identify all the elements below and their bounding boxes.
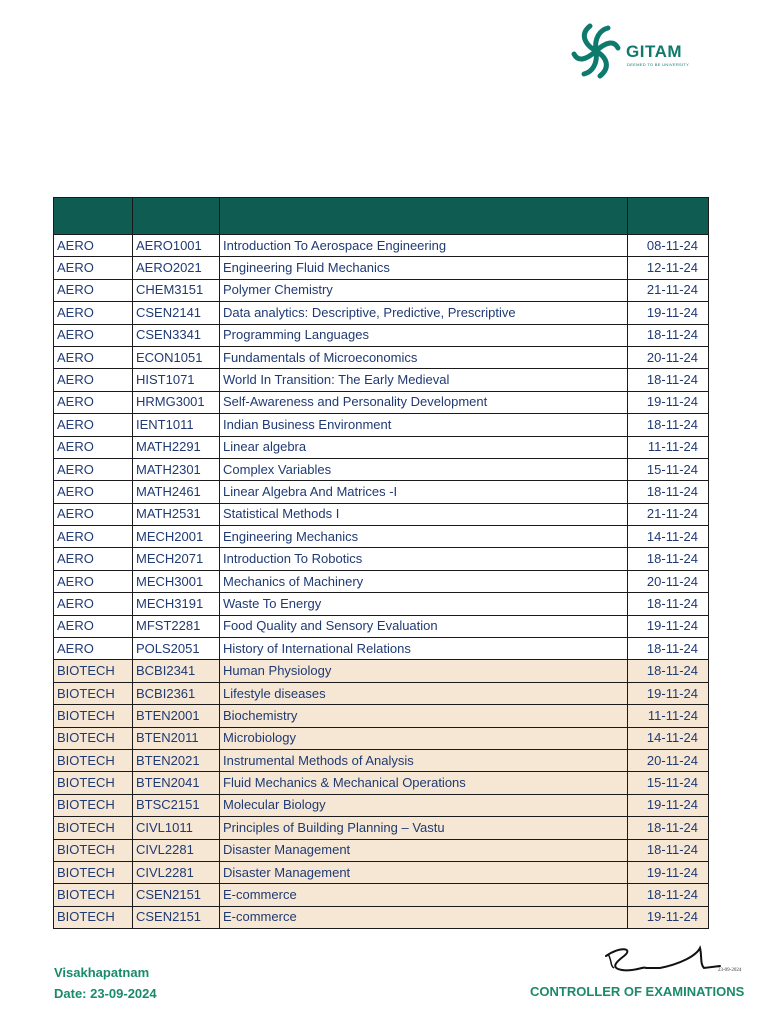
dept-cell: AERO — [54, 526, 133, 548]
course-code-cell: POLS2051 — [133, 638, 220, 660]
course-name-cell: Linear algebra — [220, 436, 628, 458]
dept-cell: AERO — [54, 458, 133, 480]
dept-cell: BIOTECH — [54, 906, 133, 928]
course-name-cell: Human Physiology — [220, 660, 628, 682]
course-name-cell: Complex Variables — [220, 458, 628, 480]
exam-date-cell: 18-11-24 — [628, 817, 709, 839]
dept-cell: BIOTECH — [54, 749, 133, 771]
table-row — [54, 570, 709, 592]
table-row — [54, 526, 709, 548]
table-row — [54, 861, 709, 883]
table-row — [54, 436, 709, 458]
course-name-cell: Self-Awareness and Personality Development — [220, 391, 628, 413]
dept-cell: AERO — [54, 369, 133, 391]
course-code-cell: MATH2461 — [133, 481, 220, 503]
exam-date-cell: 11-11-24 — [628, 705, 709, 727]
course-name-cell: Engineering Mechanics — [220, 526, 628, 548]
exam-date-cell: 18-11-24 — [628, 593, 709, 615]
course-name-cell: Statistical Methods I — [220, 503, 628, 525]
course-name-cell: World In Transition: The Early Medieval — [220, 369, 628, 391]
course-code-cell: BTEN2011 — [133, 727, 220, 749]
table-row — [54, 705, 709, 727]
course-code-cell: CHEM3151 — [133, 279, 220, 301]
course-code-cell: BTEN2001 — [133, 705, 220, 727]
dept-cell: AERO — [54, 302, 133, 324]
course-code-cell: BCBI2361 — [133, 682, 220, 704]
table-row — [54, 548, 709, 570]
course-code-cell: ECON1051 — [133, 346, 220, 368]
course-name-cell: Food Quality and Sensory Evaluation — [220, 615, 628, 637]
exam-date-cell: 14-11-24 — [628, 727, 709, 749]
exam-date-cell: 12-11-24 — [628, 257, 709, 279]
table-row — [54, 503, 709, 525]
exam-date-cell: 11-11-24 — [628, 436, 709, 458]
course-name-cell: Waste To Energy — [220, 593, 628, 615]
dept-cell: AERO — [54, 548, 133, 570]
table-row — [54, 772, 709, 794]
table-row — [54, 391, 709, 413]
course-code-cell: CIVL1011 — [133, 817, 220, 839]
course-name-cell: Fluid Mechanics & Mechanical Operations — [220, 772, 628, 794]
table-row — [54, 660, 709, 682]
exam-date-cell: 19-11-24 — [628, 682, 709, 704]
course-code-cell: MECH2071 — [133, 548, 220, 570]
header-cell — [133, 198, 220, 235]
course-code-cell: CIVL2281 — [133, 839, 220, 861]
dept-cell: AERO — [54, 570, 133, 592]
table-row — [54, 593, 709, 615]
table-row — [54, 346, 709, 368]
course-code-cell: MATH2301 — [133, 458, 220, 480]
course-name-cell: Linear Algebra And Matrices -I — [220, 481, 628, 503]
dept-cell: AERO — [54, 279, 133, 301]
header-cell — [220, 198, 628, 235]
course-name-cell: Programming Languages — [220, 324, 628, 346]
table-row — [54, 414, 709, 436]
course-code-cell: MATH2531 — [133, 503, 220, 525]
table-row — [54, 458, 709, 480]
table-row — [54, 302, 709, 324]
course-code-cell: BTSC2151 — [133, 794, 220, 816]
gitam-emblem-icon — [570, 22, 622, 80]
exam-date-cell: 19-11-24 — [628, 794, 709, 816]
exam-date-cell: 08-11-24 — [628, 235, 709, 257]
course-name-cell: Mechanics of Machinery — [220, 570, 628, 592]
exam-date-cell: 20-11-24 — [628, 570, 709, 592]
table-row — [54, 481, 709, 503]
dept-cell: AERO — [54, 593, 133, 615]
course-code-cell: CSEN3341 — [133, 324, 220, 346]
course-code-cell: CSEN2151 — [133, 884, 220, 906]
header-cell — [54, 198, 133, 235]
signature-date: 23-09-2024 — [718, 968, 742, 973]
course-code-cell: CIVL2281 — [133, 861, 220, 883]
course-code-cell: CSEN2141 — [133, 302, 220, 324]
course-name-cell: Disaster Management — [220, 839, 628, 861]
gitam-logo — [570, 22, 710, 82]
exam-date-cell: 18-11-24 — [628, 660, 709, 682]
exam-date-cell: 18-11-24 — [628, 324, 709, 346]
course-code-cell: BCBI2341 — [133, 660, 220, 682]
dept-cell: BIOTECH — [54, 727, 133, 749]
logo-subtitle: DEEMED TO BE UNIVERSITY — [627, 62, 690, 67]
dept-cell: AERO — [54, 324, 133, 346]
course-code-cell: HIST1071 — [133, 369, 220, 391]
logo-text: GITAM — [626, 42, 683, 61]
dept-cell: BIOTECH — [54, 839, 133, 861]
course-name-cell: Principles of Building Planning – Vastu — [220, 817, 628, 839]
exam-date-cell: 18-11-24 — [628, 369, 709, 391]
course-name-cell: Data analytics: Descriptive, Predictive, Prescriptive — [220, 302, 628, 324]
course-name-cell: Fundamentals of Microeconomics — [220, 346, 628, 368]
exam-date-cell: 18-11-24 — [628, 548, 709, 570]
dept-cell: AERO — [54, 615, 133, 637]
course-code-cell: CSEN2151 — [133, 906, 220, 928]
table-row — [54, 906, 709, 928]
dept-cell: BIOTECH — [54, 682, 133, 704]
table-header-row — [54, 198, 709, 235]
table-row — [54, 638, 709, 660]
dept-cell: AERO — [54, 638, 133, 660]
exam-date-cell: 20-11-24 — [628, 749, 709, 771]
course-name-cell: Instrumental Methods of Analysis — [220, 749, 628, 771]
exam-date-cell: 18-11-24 — [628, 839, 709, 861]
exam-date-cell: 19-11-24 — [628, 302, 709, 324]
table-row — [54, 682, 709, 704]
dept-cell: BIOTECH — [54, 660, 133, 682]
dept-cell: BIOTECH — [54, 884, 133, 906]
course-name-cell: History of International Relations — [220, 638, 628, 660]
exam-date-cell: 19-11-24 — [628, 861, 709, 883]
course-name-cell: Biochemistry — [220, 705, 628, 727]
exam-date-cell: 18-11-24 — [628, 884, 709, 906]
course-code-cell: BTEN2021 — [133, 749, 220, 771]
course-name-cell: Engineering Fluid Mechanics — [220, 257, 628, 279]
dept-cell: AERO — [54, 414, 133, 436]
course-code-cell: MFST2281 — [133, 615, 220, 637]
course-code-cell: IENT1011 — [133, 414, 220, 436]
signature-image — [600, 942, 750, 982]
exam-date-cell: 15-11-24 — [628, 458, 709, 480]
exam-date-cell: 14-11-24 — [628, 526, 709, 548]
course-name-cell: Introduction To Aerospace Engineering — [220, 235, 628, 257]
course-name-cell: Lifestyle diseases — [220, 682, 628, 704]
course-name-cell: Disaster Management — [220, 861, 628, 883]
exam-date-cell: 15-11-24 — [628, 772, 709, 794]
course-code-cell: MECH3001 — [133, 570, 220, 592]
table-row — [54, 794, 709, 816]
course-code-cell: MATH2291 — [133, 436, 220, 458]
course-name-cell: Microbiology — [220, 727, 628, 749]
exam-date-cell: 19-11-24 — [628, 391, 709, 413]
table-row — [54, 884, 709, 906]
header-cell — [628, 198, 709, 235]
table-row — [54, 727, 709, 749]
dept-cell: AERO — [54, 391, 133, 413]
dept-cell: AERO — [54, 503, 133, 525]
course-name-cell: E-commerce — [220, 906, 628, 928]
table-row — [54, 839, 709, 861]
table-row — [54, 257, 709, 279]
signatory-title: CONTROLLER OF EXAMINATIONS — [530, 984, 745, 999]
table-row — [54, 324, 709, 346]
exam-date-cell: 18-11-24 — [628, 414, 709, 436]
dept-cell: AERO — [54, 235, 133, 257]
dept-cell: BIOTECH — [54, 817, 133, 839]
exam-date-cell: 18-11-24 — [628, 481, 709, 503]
dept-cell: BIOTECH — [54, 861, 133, 883]
place-label: Visakhapatnam — [54, 965, 150, 980]
course-code-cell: HRMG3001 — [133, 391, 220, 413]
course-code-cell: BTEN2041 — [133, 772, 220, 794]
table-row — [54, 615, 709, 637]
course-name-cell: Indian Business Environment — [220, 414, 628, 436]
footer-place-date — [54, 962, 157, 1004]
exam-date-cell: 21-11-24 — [628, 279, 709, 301]
course-code-cell: AERO2021 — [133, 257, 220, 279]
exam-date-cell: 20-11-24 — [628, 346, 709, 368]
table-row — [54, 749, 709, 771]
course-name-cell: Introduction To Robotics — [220, 548, 628, 570]
table-row — [54, 235, 709, 257]
table-row — [54, 279, 709, 301]
dept-cell: BIOTECH — [54, 705, 133, 727]
dept-cell: AERO — [54, 481, 133, 503]
course-name-cell: E-commerce — [220, 884, 628, 906]
dept-cell: AERO — [54, 436, 133, 458]
dept-cell: BIOTECH — [54, 794, 133, 816]
table-row — [54, 817, 709, 839]
exam-date-cell: 19-11-24 — [628, 615, 709, 637]
exam-date-cell: 21-11-24 — [628, 503, 709, 525]
exam-date-cell: 19-11-24 — [628, 906, 709, 928]
course-code-cell: AERO1001 — [133, 235, 220, 257]
course-name-cell: Molecular Biology — [220, 794, 628, 816]
dept-cell: AERO — [54, 257, 133, 279]
table-row — [54, 369, 709, 391]
dept-cell: BIOTECH — [54, 772, 133, 794]
exam-date-cell: 18-11-24 — [628, 638, 709, 660]
course-name-cell: Polymer Chemistry — [220, 279, 628, 301]
course-code-cell: MECH3191 — [133, 593, 220, 615]
course-code-cell: MECH2001 — [133, 526, 220, 548]
date-label: Date: 23-09-2024 — [54, 986, 157, 1001]
exam-schedule-table — [53, 197, 709, 929]
dept-cell: AERO — [54, 346, 133, 368]
